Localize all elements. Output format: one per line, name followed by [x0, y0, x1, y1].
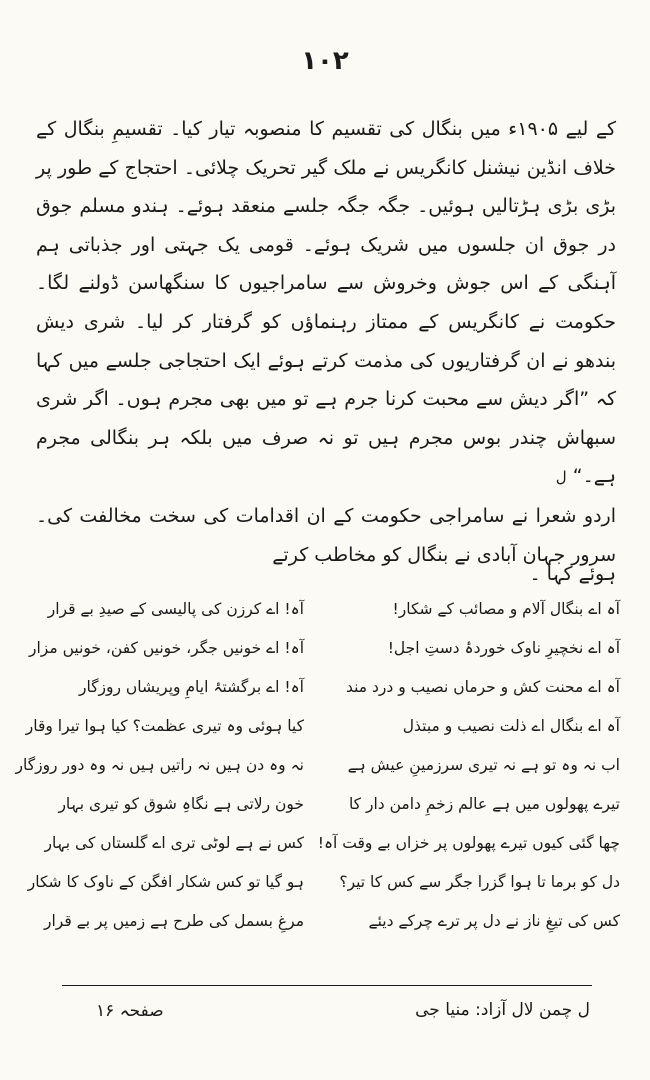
- verse-line: آہ! اے کرزن کی پالیسی کے صیدِ بے قرار: [47, 600, 304, 618]
- poem-left-column: [15, 590, 304, 941]
- verse-line: آہ اے نخچیرِ ناوک خوردۂ دستِ اجل!: [387, 639, 620, 657]
- verse-line: کس نے ہے لوٹی تری اے گلستاں کی بہار: [44, 834, 304, 852]
- verse-line: اب نہ وہ تو ہے نہ تیری سرزمینِ عیش ہے: [347, 756, 620, 774]
- verse-line: نہ وہ دن ہیں نہ راتیں ہیں نہ وہ دور روزگار: [15, 756, 304, 774]
- footnote-text: چمن لال آزاد: منیا جی: [415, 1000, 573, 1020]
- footnote-page-ref: صفحہ ۱۶: [96, 1001, 164, 1021]
- verse-line: دل کو برما تا ہوا گزرا جگر سے کس کا تیر؟: [339, 873, 620, 891]
- verse-line: ہو گیا تو کس شکار افگن کے ناوک کا شکار: [27, 873, 304, 891]
- page-number: ۱۰۲: [301, 46, 349, 76]
- footnote-divider: [62, 985, 592, 986]
- verse-line: کس کی تیغِ ناز نے دل پر ترے چرکے دیئے: [368, 912, 620, 930]
- verse-line: چھا گئی کیوں تیرے پھولوں پر خزاں بے وقت آہ!: [317, 834, 620, 852]
- verse-line: آہ! اے خونیں جگر، خونیں کفن، خونیں مزار: [29, 639, 304, 657]
- verse-line: آہ اے محنت کش و حرماں نصیب و درد مند: [345, 678, 620, 696]
- paragraph-1: [36, 110, 616, 497]
- verse-line: کیا ہوئی وہ تیری عظمت؟ کیا ہوا تیرا وقار: [25, 717, 304, 735]
- verse-line: آہ اے بنگال آلام و مصائب کے شکار!: [392, 600, 620, 618]
- poem-right-column: [317, 590, 620, 941]
- footnote-marker: ل: [555, 468, 567, 487]
- footnote: [415, 1000, 590, 1020]
- footnote-ref-marker: ل: [577, 1000, 590, 1020]
- verse-line: تیرے پھولوں میں ہے عالم زخمِ دامن دار کا: [348, 795, 620, 813]
- paragraph-2: اردو شعرا نے سامراجی حکومت کے ان اقدامات کی سخت مخالفت کی۔ سرور جہان آبادی نے بنگال کو مخاطب کرتے: [36, 504, 616, 566]
- verse-line: خون رلاتی ہے نگاہِ شوق کو تیری بہار: [58, 795, 304, 813]
- verse-line: آہ اے بنگال اے ذلت نصیب و مبتذل: [402, 717, 620, 735]
- body-text: [36, 110, 616, 574]
- paragraph-1-text: کے لیے ۱۹۰۵ء میں بنگال کی تقسیم کا منصوبہ تیار کیا۔ تقسیمِ بنگال کے خلاف انڈین نیشنل کانگریس نے ملک گیر تحریک چلائی۔ احتجاج کے طور پر بڑی بڑی ہڑتالیں ہوئیں۔ جگہ جگہ جلسے منعقد ہوئے۔ ہندو مسلم جوق در جوق ان جلسوں میں شریک ہوئے۔ قومی یک جہتی اور جذباتی ہم آہنگی کے اس جوش وخروش سے سامراجیوں کا سنگھاسن ڈولنے لگا۔ حکومت نے کانگریس کے ممتاز رہنماؤں کو گرفتار کر لیا۔ شری دیش بندھو نے ان گرفتاریوں کی مذمت کرتے ہوئے ایک احتجاجی جلسے میں کہا کہ ”اگر دیش سے محبت کرنا جرم ہے تو میں بھی مجرم ہوں۔ اگر شری سبھاش چندر بوس مجرم ہیں تو نہ صرف میں بلکہ ہر بنگالی مجرم ہے۔“: [36, 118, 616, 488]
- verse-line: مرغِ بسمل کی طرح ہے زمیں پر بے قرار: [44, 912, 304, 930]
- verse-line: آہ! اے برگشتۂ ایامِ وپریشاں روزگار: [78, 678, 304, 696]
- verse-intro: ہوئے کہا ۔: [529, 563, 616, 585]
